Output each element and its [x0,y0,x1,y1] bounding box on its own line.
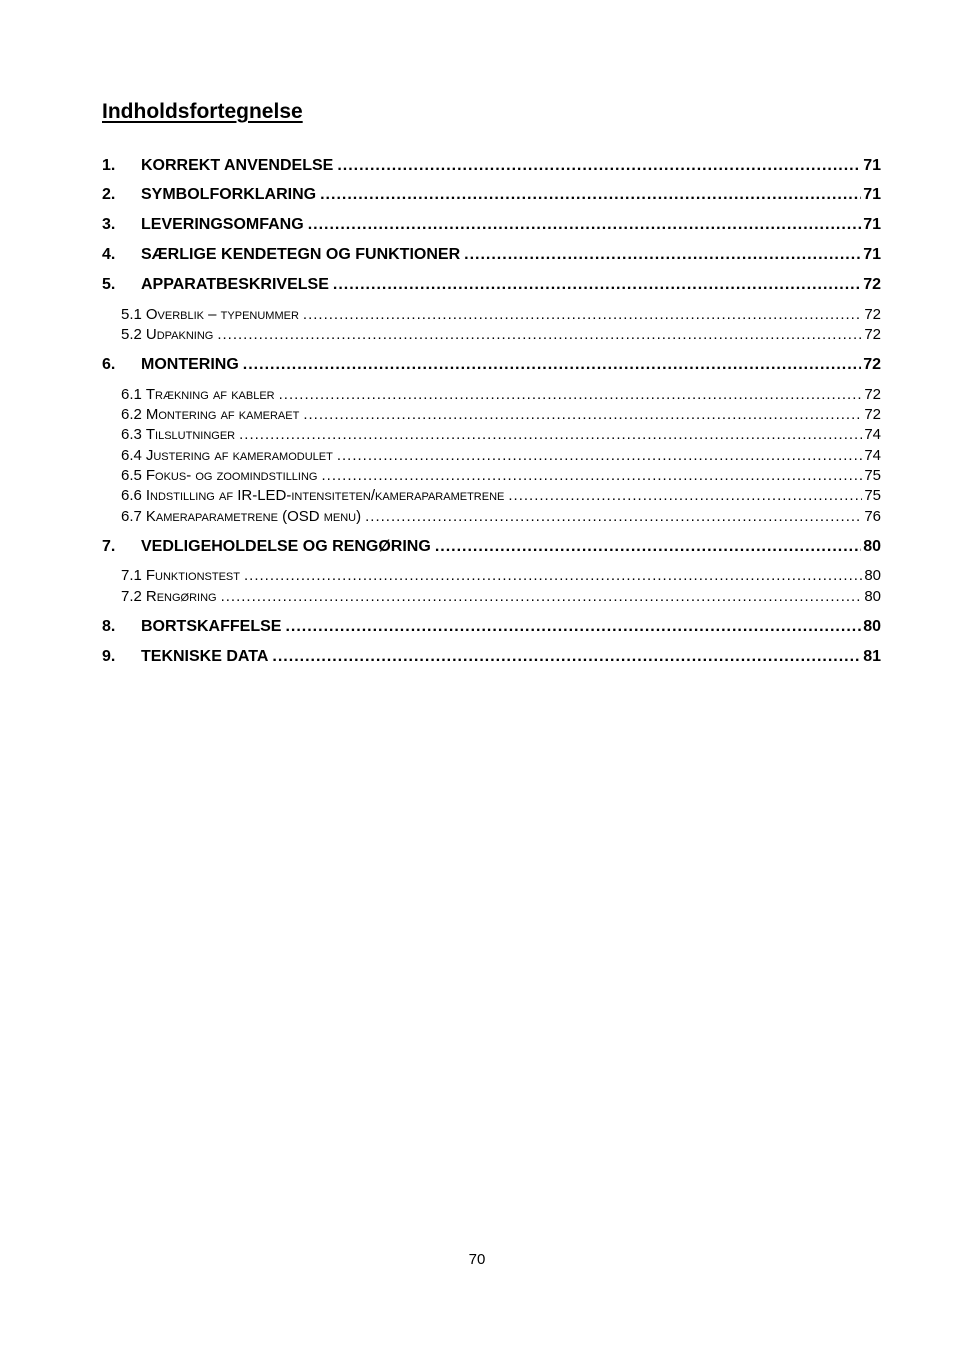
toc-section-entry[interactable] [121,507,881,527]
toc-entry-label: Trækning af kabler [145,386,275,403]
toc-section-entry[interactable] [121,385,881,405]
toc-entry-page: 71 [863,246,881,263]
toc-dot-leader [285,616,861,638]
toc-entry-number: 6.3 [121,426,142,443]
toc-dot-leader [435,536,861,558]
toc-section-entry[interactable] [121,466,881,486]
toc-entry-number: 5.1 [121,306,142,323]
toc-dot-leader [365,507,862,527]
toc-entry-page: 75 [864,467,881,484]
toc-entry-page: 74 [864,447,881,464]
toc-dot-leader [464,244,861,266]
toc-entry-number: 6.4 [121,447,142,464]
toc-entry-number: 9. [102,648,116,665]
toc-entry-label: BORTSKAFFELSE [141,618,282,635]
toc-entry-number: 6.5 [121,467,142,484]
toc-dot-leader [508,486,862,506]
toc-dot-leader [303,405,862,425]
toc-entry-label: SÆRLIGE KENDETEGN OG FUNKTIONER [141,246,461,263]
toc-dot-leader [244,566,862,586]
toc-chapter-entry[interactable] [102,274,881,296]
toc-dot-leader [272,646,861,668]
toc-entry-number: 2. [102,186,116,203]
toc-dot-leader [243,354,861,376]
toc-entry-number: 1. [102,157,116,174]
toc-dot-leader [337,446,862,466]
toc-entry-number: 8. [102,618,116,635]
toc-entry-label: Overblik – typenummer [145,306,299,323]
toc-entry-page: 72 [864,386,881,403]
toc-entry-label: Funktionstest [145,567,240,584]
toc-entry-number: 5.2 [121,326,142,343]
toc-entry-number: 6. [102,356,116,373]
toc-entry-page: 72 [864,326,881,343]
toc-section-entry[interactable] [121,425,881,445]
toc-section-entry[interactable] [121,325,881,345]
toc-entry-number: 6.2 [121,406,142,423]
toc-chapter-entry[interactable] [102,155,881,177]
toc-entry-label: MONTERING [141,356,239,373]
toc-chapter-entry[interactable] [102,244,881,266]
toc-entry-number: 6.1 [121,386,142,403]
toc-entry-page: 71 [863,216,881,233]
toc-entry-page: 72 [863,356,881,373]
toc-entry-label: KORREKT ANVENDELSE [141,157,334,174]
toc-section-entry[interactable] [121,446,881,466]
toc-section-entry[interactable] [121,405,881,425]
toc-entry-number: 7.1 [121,567,142,584]
toc-section-entry[interactable] [121,305,881,325]
toc-entry-label: SYMBOLFORKLARING [141,186,317,203]
toc-dot-leader [239,425,862,445]
page-title: Indholdsfortegnelse [102,100,303,123]
toc-entry-number: 6.7 [121,508,142,525]
toc-entry-page: 80 [863,618,881,635]
toc-entry-label: Tilslutninger [145,426,236,443]
toc-entry-page: 80 [864,567,881,584]
toc-entry-number: 7.2 [121,588,142,605]
toc-dot-leader [303,305,862,325]
toc-entry-label: Udpakning [145,326,214,343]
toc-entry-page: 71 [863,157,881,174]
page-number: 70 [468,1251,486,1268]
toc-entry-label: Fokus- og zoomindstilling [145,467,318,484]
toc-entry-label: VEDLIGEHOLDELSE OG RENGØRING [141,538,431,555]
toc-chapter-entry[interactable] [102,214,881,236]
toc-section-entry[interactable] [121,486,881,506]
toc-entry-page: 72 [863,276,881,293]
toc-entry-page: 75 [864,487,881,504]
toc-entry-label: Rengøring [145,588,217,605]
toc-entry-page: 72 [864,406,881,423]
toc-entry-label: Montering af kameraet [145,406,300,423]
toc-entry-label: TEKNISKE DATA [141,648,269,665]
toc-chapter-entry[interactable] [102,184,881,206]
toc-dot-leader [217,325,862,345]
toc-entry-number: 5. [102,276,116,293]
toc-entry-label: APPARATBESKRIVELSE [141,276,329,293]
toc-entry-page: 76 [864,508,881,525]
toc-entry-number: 6.6 [121,487,142,504]
toc-chapter-entry[interactable] [102,354,881,376]
toc-dot-leader [308,214,862,236]
toc-entry-label: Kameraparametrene (OSD menu) [145,508,362,525]
toc-dot-leader [321,466,862,486]
toc-dot-leader [320,184,861,206]
toc-section-entry[interactable] [121,587,881,607]
toc-dot-leader [333,274,861,296]
toc-chapter-entry[interactable] [102,536,881,558]
toc-entry-label: Indstilling af IR-LED-intensiteten/kameraparametrene [145,487,505,504]
toc-chapter-entry[interactable] [102,646,881,668]
toc-dot-leader [279,385,863,405]
toc-dot-leader [221,587,863,607]
toc-entry-page: 72 [864,306,881,323]
toc-entry-page: 71 [863,186,881,203]
toc-entry-number: 7. [102,538,116,555]
toc-entry-page: 74 [864,426,881,443]
toc-entry-label: LEVERINGSOMFANG [141,216,304,233]
toc-entry-page: 81 [863,648,881,665]
toc-dot-leader [337,155,861,177]
toc-entry-page: 80 [863,538,881,555]
toc-chapter-entry[interactable] [102,616,881,638]
toc-entry-page: 80 [864,588,881,605]
toc-entry-number: 3. [102,216,116,233]
toc-entry-number: 4. [102,246,116,263]
toc-entry-label: Justering af kameramodulet [145,447,333,464]
toc-section-entry[interactable] [121,566,881,586]
